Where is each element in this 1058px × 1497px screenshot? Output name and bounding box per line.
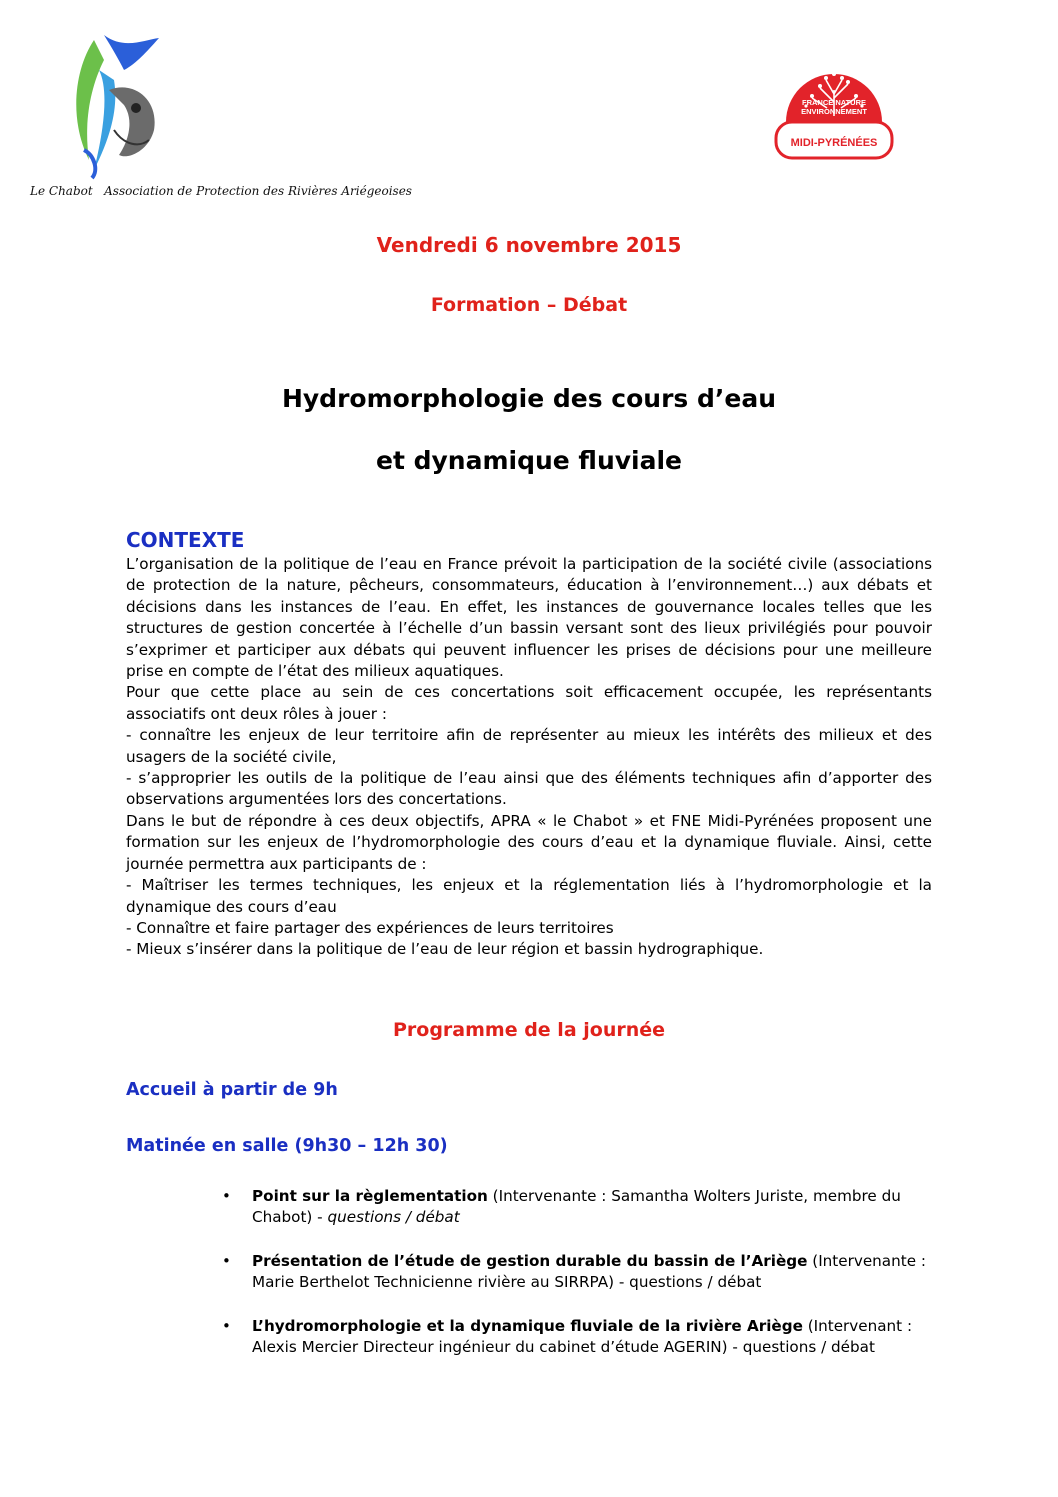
item-detail: (Intervenant : Alexis Mercier Directeur ingénieur du cabinet d’étude AGERIN) - questions / débat	[252, 1316, 913, 1357]
matinee-heading: Matinée en salle (9h30 – 12h 30)	[126, 1136, 448, 1156]
event-title-line1: Hydromorphologie des cours d’eau	[281, 384, 777, 413]
event-format: Formation – Débat	[430, 294, 628, 316]
item-italic: questions / débat	[327, 1208, 460, 1227]
contexte-paragraph: - connaître les enjeux de leur territoire afin de représenter au mieux les intérêts des milieux et des usagers de la société civile,	[126, 726, 932, 766]
contexte-paragraph: - Maîtriser les termes techniques, les enjeux et la réglementation liés à l’hydromorphologie et la dynamique des cours d’eau	[126, 876, 932, 916]
chabot-logo	[64, 30, 174, 180]
programme-list	[222, 1186, 934, 1380]
item-title: Point sur la règlementation	[252, 1187, 488, 1205]
list-item	[222, 1186, 934, 1229]
contexte-paragraph: - Mieux s’insérer dans la politique de l’eau de leur région et bassin hydrographique.	[126, 940, 764, 959]
contexte-paragraph: L’organisation de la politique de l’eau en France prévoit la participation de la société civile (associations de protection de la nature, pêcheurs, consommateurs, éducation à l’environnement…) aux débats et décisions dans les instances de l’eau. En effet, les instances de gouvernance locales telles que les structures de gestion concertée à l’échelle d’un bassin versant sont des lieux privilégiés pour pouvoir s’exprimer et participer aux débats qui peuvent influencer les prises de décisions pour une meilleure prise en compte de l’état des milieux aquatiques.	[126, 555, 932, 681]
bullet-icon: •	[222, 1187, 231, 1205]
event-title-line2: et dynamique fluviale	[375, 446, 683, 475]
list-item	[222, 1251, 934, 1294]
chabot-caption-name: Le Chabot	[30, 184, 93, 198]
contexte-paragraph: - s’approprier les outils de la politique de l’eau ainsi que des éléments techniques afin d’apporter des observations argumentées lors des concertations.	[126, 769, 932, 809]
accueil-heading: Accueil à partir de 9h	[126, 1080, 338, 1100]
programme-heading: Programme de la journée	[392, 1019, 666, 1041]
chabot-caption	[30, 184, 412, 198]
fne-text-line2: ENVIRONNEMENT	[801, 107, 867, 116]
fne-text-line1: FRANCE NATURE	[801, 98, 867, 107]
item-title: L’hydromorphologie et la dynamique fluviale de la rivière Ariège	[252, 1316, 803, 1335]
contexte-paragraph: Dans le but de répondre à ces deux objectifs, APRA « le Chabot » et FNE Midi-Pyrénées proposent une formation sur les enjeux de l’hydromorphologie des cours d’eau et la dynamique fluviale. Ainsi, cette journée permettra aux participants de :	[126, 811, 932, 873]
item-title: Présentation de l’étude de gestion durable du bassin de l’Ariège	[252, 1251, 808, 1270]
contexte-paragraph: - Connaître et faire partager des expériences de leurs territoires	[126, 918, 614, 937]
contexte-paragraph: Pour que cette place au sein de ces concertations soit efficacement occupée, les représentants associatifs ont deux rôles à jouer :	[126, 683, 932, 723]
fne-region: MIDI-PYRÉNÉES	[790, 137, 878, 149]
bullet-icon: •	[222, 1251, 231, 1270]
bullet-icon: •	[222, 1316, 231, 1335]
contexte-body	[126, 554, 932, 961]
item-detail: (Intervenante : Marie Berthelot Technicienne rivière au SIRRPA) - questions / débat	[252, 1251, 926, 1292]
item-detail: (Intervenante : Samantha Wolters Juriste, membre du Chabot) -	[252, 1187, 901, 1227]
contexte-heading: CONTEXTE	[126, 528, 245, 552]
event-date: Vendredi 6 novembre 2015	[376, 233, 682, 257]
list-item	[222, 1316, 934, 1359]
chabot-caption-rest: Association de Protection des Rivières Ariégeoises	[104, 184, 412, 198]
